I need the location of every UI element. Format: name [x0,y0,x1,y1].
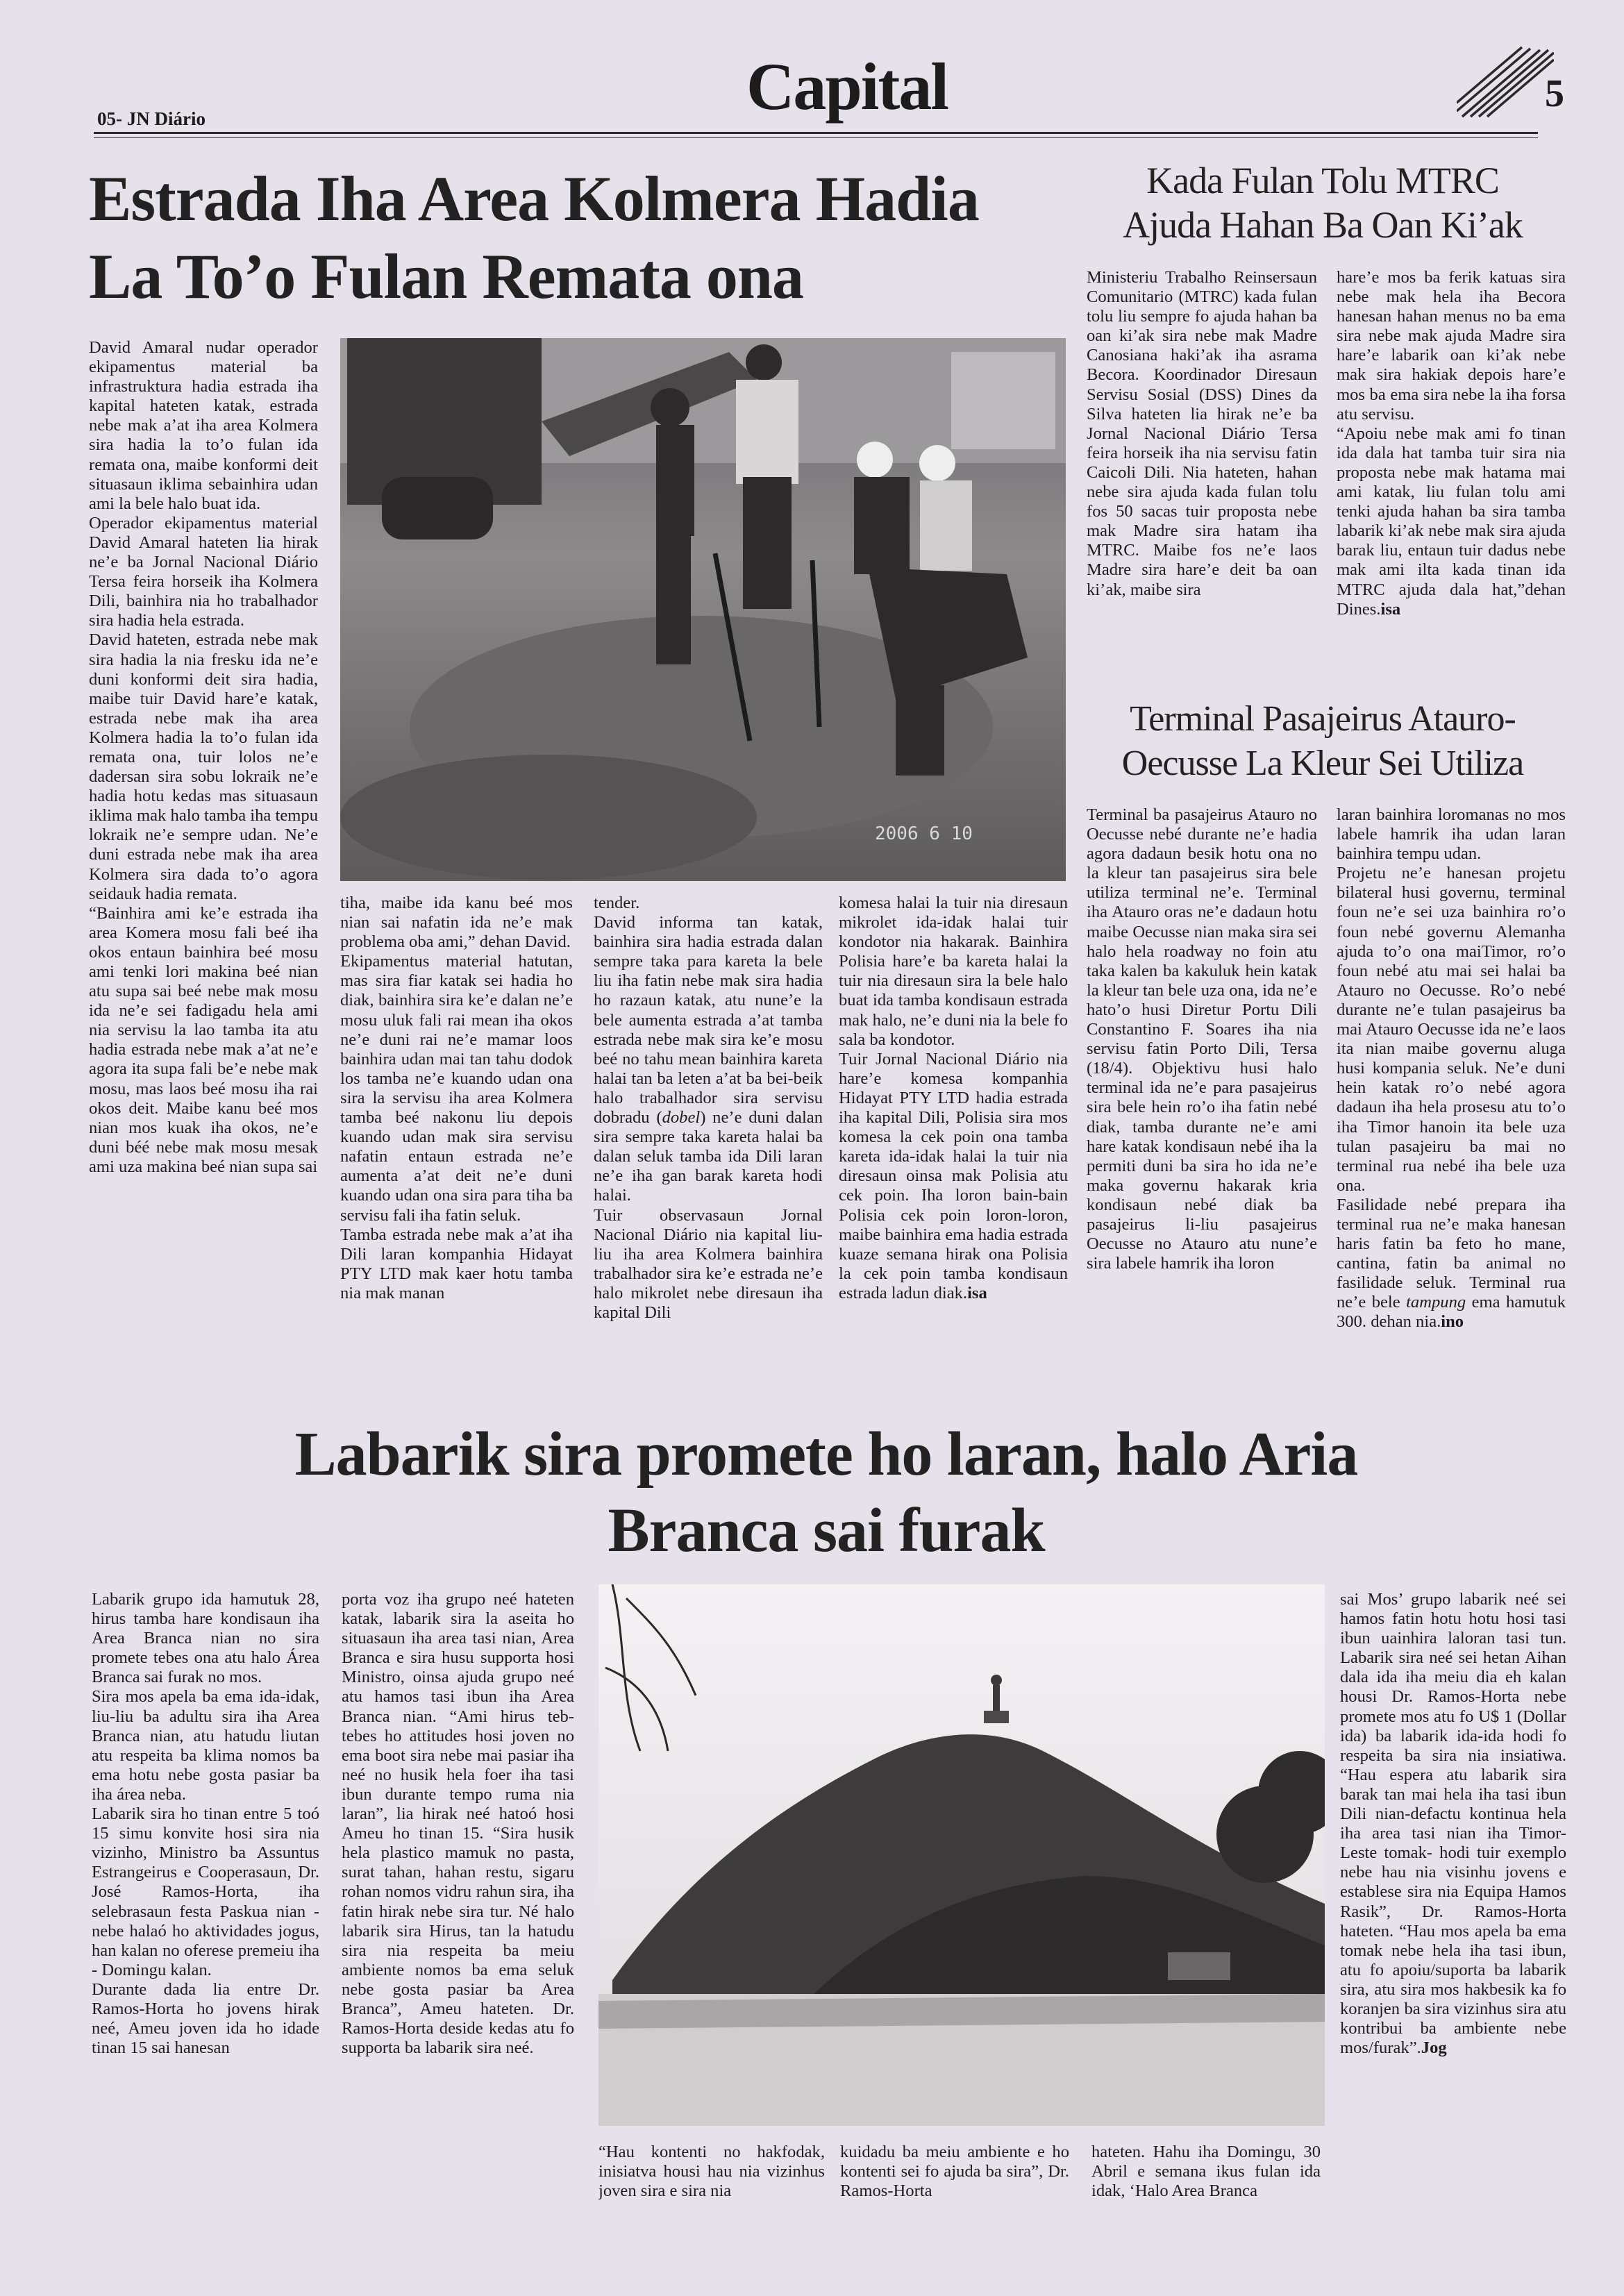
article4-column-3-text: “Hau kontenti no hakfodak, inisiatva housi hau nia vizinhus joven sira e sira nia [598,2143,825,2201]
article3-column-2 [1337,805,1566,1422]
article3-headline-line2: Oecusse La Kleur Sei Utiliza [1121,744,1524,783]
article3-headline-line1: Terminal Pasajeirus Atauro- [1130,699,1516,739]
article4-column-4 [840,2143,1069,2219]
article4-column-3 [598,2143,825,2219]
article1-headline-line1: Estrada Iha Area Kolmera Hadia [89,163,979,234]
article3-column-2-emphasis: tampung [1406,1293,1466,1312]
article1-column-4 [839,894,1068,1421]
article1-column-4-body: komesa halai la tuir nia diresaun mikrolet ida-idak halai tuir kondotor nia hakarak. Bainhira Polisia hare’e ba kareta halai la tuir nia diresaun sira la bele halo buat ida tamba kondisaun estrada mak halo, ne’e duni nia la bele fo sala ba kondotor. Tuir Jornal Nacional Diário nia hare’e komesa kompanhia Hidayat PTY LTD hadia estrada iha kapital Dili, Polisia sira mos komesa la cek poin ona tamba kareta ida-idak halai la tuir nia diresaun oinsa mak Polisia atu cek poin. Iha loron bain-bain Polisia cek poin loron-loron, maibe bainhira ema hadia estrada kuaze semana hirak ona Polisia la cek poin tamba kondisaun estrada ladun diak. [839,894,1068,1302]
article1-signature: isa [967,1283,987,1302]
article3-column-1 [1087,805,1317,1422]
photo-date-stamp: 2006 6 10 [875,823,973,844]
article1-column-3 [594,894,823,1421]
article4-column-6-body: sai Mos’ grupo labarik neé sei hamos fatin hotu hotu hosi tasi ibun uainhira laloran tasi tun. Labarik sira neé sei hetan Aihan dala ida iha meiu dia eh kalan housi Dr. Ramos-Horta nebe promete mos atu fo U$ 1 (Dollar ida) ba labarik ida-ida hodi fo respeita ba sira nia insiatiwa. “Hau espera atu labarik sira barak tan mai hela iha tasi ibun Dili nian-defactu kontinua hela iha area tasi nian iha Timor-Leste tomak- hodi tuir exemplo nebe hau nia visinhu jovens e establese sira nia Equipa Hamos Rasik”, Dr. Ramos-Horta hateten. “Hau mos apela ba ema tomak nebe hela iha tasi ibun, atu fo apoiu/suporta ba labarik sira, atu sira mos hakbesik ka fo koranjen ba sira vizinhus sira atu kontribui ba ambiente nebe mos/furak”. [1340,1590,1566,2058]
article4-column-2-text: porta voz iha grupo neé hateten katak, labarik sira la aseita ho situasaun iha area tasi nian, Area Branca e sira husu supporta hosi Ministro, oinsa ajuda grupo neé atu hamos tasi ibun iha Area Branca nian. “Ami hirus teb-tebes ho attitudes hosi joven no ema boot sira nebe mai pasiar iha neé no husik hela foer iha tasi ibun durante tempo ruma nia laran”, lia hirak neé hatoó hosi Ameu ho tinan 15. “Sira husik hela plastico mamuk no pasta, surat tahan, hahan restu, sigaru rohan nomos vidru rahun sira, iha fatin hirak nebe sira tur. Né halo labarik sira Hirus, tan la hatudu sira nia respeita ba meiu ambiente nomos ba ema seluk nebe gosta pasiar ba Area Branca”, Ameu hateten. Dr. Ramos-Horta deside kedas atu fo supporta ba labarik sira neé. [342,1590,574,2058]
article4-column-6-text [1340,1590,1566,2058]
article1-column-1 [89,338,318,1421]
article2-headline-line1: Kada Fulan Tolu MTRC [1146,160,1499,201]
article4-column-1-text: Labarik grupo ida hamutuk 28, hirus tamba hare kondisaun iha Area Branca nian no sira promete tebes ona atu halo Área Branca sai furak no mos. Sira mos apela ba ema ida-idak, liu-liu ba adultu sira iha Area Branca nian, atu hatudu liutan atu respeita ba klima nomos ba ema hotu nebe gosta pasiar ba iha área neba. Labarik sira ho tinan entre 5 toó 15 simu konvite hosi sira nia vizinho, Ministro ba Assuntus Estrangeirus e Cooperasaun, Dr. José Ramos-Horta, iha selebrasaun festa Paskua nian -nebe halaó ho aktividades jogus, han kalan no oferese premeiu iha - Domingu kalan. Durante dada lia entre Dr. Ramos-Horta ho jovens hirak neé, Ameu joven ida ho idade tinan 15 sai hanesan [92,1590,319,2058]
article4-headline [97,1416,1555,1569]
article2-column-2-text [1337,268,1566,619]
article4-column-6 [1340,1590,1566,2215]
article2-signature: isa [1380,599,1401,619]
article2-column-2 [1337,268,1566,685]
article2-column-2-body: hare’e mos ba ferik katuas sira nebe mak hela iha Becora hanesan hahan menus no ba ema sira nebe mak ajuda Madre sira hare’e labarik oan ki’ak nebe mak sira hakiak depois hare’e mos ba ema sira nebe la iha forsa atu servisu. “Apoiu nebe mak ami fo tinan ida dala hat tamba tuir sira nia proposta nebe mak hatama mai ami katak, liu fulan tolu ami tenki ajuda hahan ba sira tamba labarik ki’ak nebe mak sira ajuda barak liu, entaun tuir dadus nebe mak ami ilta kada tinan ida MTRC ajuda dala hat,”dehan Dines. [1337,268,1566,619]
article1-photo-road-workers [340,338,1066,881]
article1-column-3-emphasis: dobel [662,1108,701,1128]
article1-headline-line2: La To’o Fulan Remata ona [89,241,804,312]
article3-column-2-text [1337,805,1566,1332]
article4-column-5 [1091,2143,1321,2219]
article2-column-1-text: Ministeriu Trabalho Reinsersaun Comunitario (MTRC) kada fulan tolu liu sempre fo ajuda hahan ba oan ki’ak sira nebe mak Madre Canosiana haki’ak iha asrama Becora. Koordinador Diresaun Servisu Sosial (DSS) Dines da Silva hateten lia hirak ne’e ba Jornal Nacional Diário Tersa feira horseik iha nia servisu fatin Caicoli Dili. Nia hateten, hahan nebe sira ajuda kada fulan tolu fos 50 sacas tuir proposta nebe mak Madre sira hatam iha MTRC. Maibe fos ne’e laos Madre sira hare’e deit ba oan ki’ak, maibe sira [1087,268,1317,599]
article1-column-2-text: tiha, maibe ida kanu beé mos nian sai nafatin ida ne’e mak problema oba ami,” dehan David. Ekipamentus material hatutan, mas sira fiar katak sei hadia ho diak, bainhira sira ke’e dalan ne’e mosu uluk fali rai mean iha okos ne’e duni rai ne’e mamar loos bainhira udan mai tan tahu dodok los tamba ne’e kuando udan ona sira la servisu iha area Kolmera tamba beé nakonu liu depois kuando udan mak sira servisu nafatin entaun estrada ne’e aumenta a’at deit ne’e duni kuando udan ona sira para tiha ba servisu fali iha fatin seluk. Tamba estrada nebe mak a’at iha Dili laran kompanhia Hidayat PTY LTD mak kaer hotu tamba nia mak manan [340,894,573,1302]
article4-column-2 [342,1590,574,2215]
article4-headline-line2: Branca sai furak [608,1496,1045,1565]
diagonal-lines-icon [1457,44,1554,121]
article1-column-3-text [594,894,823,1323]
article4-column-5-text: hateten. Hahu iha Domingu, 30 Abril e semana ikus fulan ida idak, ‘Halo Area Branca [1091,2143,1321,2201]
page-header [0,0,1624,146]
article4-photo-cristo-rei-hill [598,1584,1325,2126]
article2-headline-line2: Ajuda Hahan Ba Oan Ki’ak [1123,204,1523,246]
header-rule [94,132,1538,134]
article1-headline [89,160,1075,315]
article1-column-2 [340,894,573,1421]
article4-signature: Jog [1421,2038,1447,2058]
article3-column-1-text: Terminal ba pasajeirus Atauro no Oecusse nebé durante ne’e hadia agora dadaun besik hotu ona no la kleur tan pasajeirus sira bele utiliza terminal ne’e. Terminal iha Atauro oras ne’e dadaun hotu maibe Oecusse nian maka sira sei halo hela roadway no foin atu taka kalen ba kakuluk hein katak la kleur tan bele uza ona, ida ne’e hato’o husi Diretur Portu Dili Constantino F. Soares iha nia servisu fatin Porto Dili, Tersa (18/4). Objektivu husi halo terminal ida ne’e para pasajeirus sira bele hein ro’o iha fatin nebé diak, tamba durante ne’e ami hare katak kondisaun nebé iha la permiti duni ba sira ho ida ne’e maka governu hakarak kria kondisaun nebé diak ba pasajeirus li-liu pasajeirus Oecusse no Atauro atu nune’e sira labele hamrik iha loron [1087,805,1317,1273]
article2-headline [1087,158,1559,247]
article1-column-3-text-a: tender. David informa tan katak, bainhira sira hadia estrada dalan sempre taka para kareta la bele liu iha fatin nebe mak sira hadia ho razaun katak, atu nune’e la bele aumenta estrada a’at tamba estrada nebe mak sira ke’e mosu beé no tahu mean bainhira kareta halai tan ba leten a’at ba bei-beik halo trabalhador sira servisu dobradu ( [594,894,823,1128]
article1-column-3-text-b: ) ne’e duni dalan sira sempre taka kareta halai ba dalan seluk tamba ida Dili laran ne’e iha gan barak kareta hodi halai. Tuir observasaun Jornal Nacional Diário nia kapital liu-liu iha area Kolmera bainhira trabalhador sira ke’e estrada ne’e halo mikrolet nebe diresaun iha kapital Dili [594,1108,823,1322]
header-rule-thin [94,137,1538,138]
edition-label: 05- JN Diário [97,108,206,129]
article2-column-1 [1087,268,1317,685]
section-title: Capital [746,49,948,124]
article3-column-2-text-a: laran bainhira loromanas no mos labele hamrik iha udan laran bainhira tempu udan. Projetu ne’e hanesan projetu bilateral husi governu, terminal foun ne’e sei uza bainhira ro’o foun nebé governu Alemanha ajuda to’o ona maiTimor, ro’o foun nebé atu mai sei halai ba Atauro no Oecusse. Ro’o nebé durante ne’e tulan pasajeirus ba mai Atauro Oecusse ida ne’e laos ita nian maibe governu aluga husi kompania seluk. Ne’e duni hein katak ro’o nebé agora dadaun iha hela prosesu atu to’o iha Timor hanoin ita bele uza tulan pasajeiru ba mai no terminal rua nebé iha bele uza ona. Fasilidade nebé prepara iha terminal rua ne’e maka hanesan haris fatin ba feto ho mane, cantina, fatin ba animal no fasilidade seluk. Terminal rua ne’e bele [1337,805,1566,1312]
article4-headline-line1: Labarik sira promete ho laran, halo Aria [294,1420,1358,1489]
article1-column-1-text: David Amaral nudar operador ekipamentus material ba infrastruktura hadia estrada iha kapital hateten katak, estrada nebe mak a’at iha area Kolmera sira hadia la to’o fulan ida remata ona, maibe konformi deit situasaun iklima sebainhira udan ami la bele halo buat ida. Operador ekipamentus material David Amaral hateten lia hirak ne’e ba Jornal Nacional Diário Tersa feira horseik iha Kolmera Dili, bainhira nia ho trabalhador sira hadia hela estrada. David hateten, estrada nebe mak sira hadia la nia fresku ida ne’e duni konformi deit sira hadia, maibe tuir David hare’e katak, estrada nebe mak iha area Kolmera hadia la to’o fulan ida remata ona, tuir lolos ne’e dadersan sira sobu lokraik ne’e hadia hotu kedas mas situasaun iklima mak halo tamba iha tempu lokraik ne’e sempre udan. Ne’e duni estrada nebe mak iha area Kolmera sira dada to’o agora seidauk hadia remata. “Bainhira ami ke’e estrada iha area Komera mosu fali beé iha okos entaun bainhira beé mosu ami tenki lori makina beé nian atu supa sai beé nebe mak mosu ida ne’e sei fadigadu hela ami nia servisu la lao tamba ita atu hadia estrada nebe mak a’at ne’e agora ita supa fali be’e nebe mak mosu, mas laos beé mosu iha rai okos deit. Maibe kanu beé mos nian mos kuak iha okos, ne’e duni béé nebe mak mosu mesak ami uza makina beé nian supa sai [89,338,318,1176]
article3-signature: ino [1441,1312,1464,1332]
article3-column-2-text-b: ema hamutuk 300. dehan nia. [1337,1293,1566,1332]
article4-column-1 [92,1590,319,2215]
article4-column-4-text: kuidadu ba meiu ambiente e ho kontenti sei fo ajuda ba sira”, Dr. Ramos-Horta [840,2143,1069,2201]
page-number: 5 [1545,72,1564,115]
article3-headline [1087,697,1559,786]
article1-column-4-text [839,894,1068,1303]
